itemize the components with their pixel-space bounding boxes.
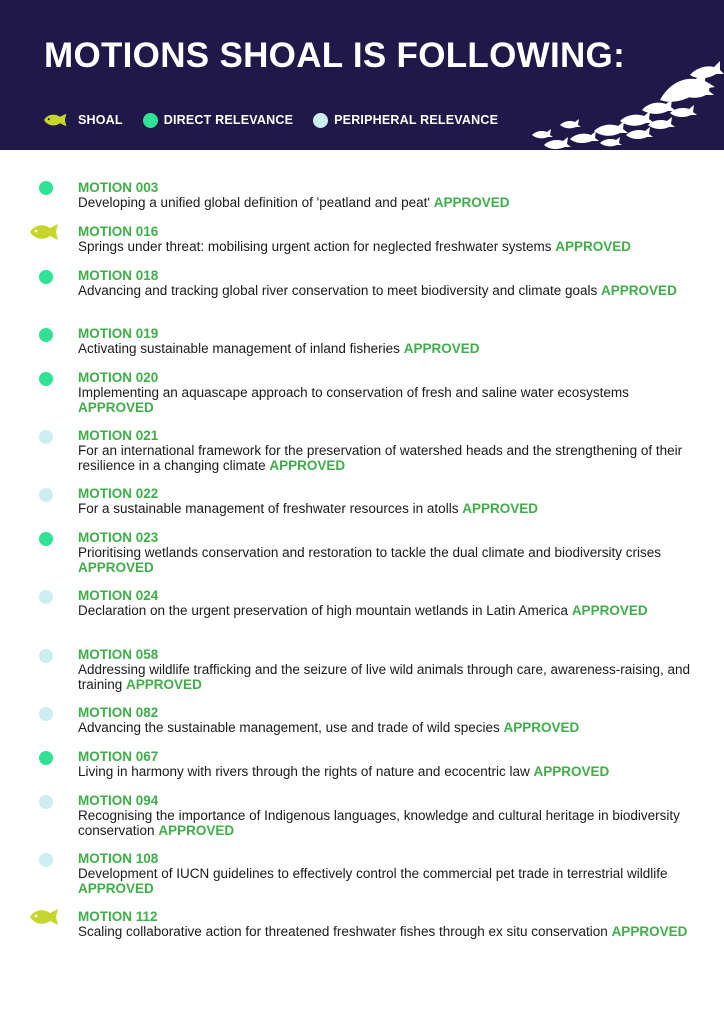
motion-title-text: Implementing an aquascape approach to conservation of fresh and saline water ecosystems: [78, 385, 629, 400]
motion-title: [78, 764, 698, 779]
status-label: APPROVED: [611, 924, 688, 939]
peripheral-relevance-dot-icon: [39, 649, 53, 663]
status-label: APPROVED: [601, 283, 677, 298]
legend-item-peripheral: [313, 113, 498, 128]
direct-relevance-dot-icon: [39, 181, 53, 195]
legend-label-shoal: SHOAL: [78, 113, 123, 127]
direct-relevance-dot-icon: [143, 113, 158, 128]
fish-icon: [42, 112, 70, 128]
status-label: APPROVED: [462, 501, 538, 516]
motion-title: [78, 720, 698, 735]
motion-title: [78, 603, 698, 618]
legend-label-direct: DIRECT RELEVANCE: [163, 113, 294, 127]
motion-title-text: Developing a unified global definition of 'peatland and peat': [78, 195, 430, 210]
motion-number: MOTION 019: [78, 326, 159, 341]
fish-icon: [28, 907, 62, 927]
motion-title: [78, 545, 698, 575]
motion-title: [78, 501, 698, 516]
motion-title: [78, 239, 698, 254]
status-label: APPROVED: [503, 720, 580, 735]
direct-relevance-dot-icon: [39, 270, 53, 284]
peripheral-relevance-dot-icon: [39, 853, 53, 867]
motion-title: [78, 808, 698, 838]
status-label: APPROVED: [433, 195, 510, 210]
status-label: APPROVED: [78, 400, 154, 415]
motion-title-text: Prioritising wetlands conservation and restoration to tackle the dual climate and biodiversity crises: [78, 545, 662, 560]
motion-number: MOTION 021: [78, 428, 159, 443]
motion-number: MOTION 058: [78, 647, 159, 662]
motion-title: [78, 385, 698, 415]
page-title: MOTIONS SHOAL IS FOLLOWING:: [44, 36, 626, 75]
motion-title: [78, 662, 698, 692]
motion-title: [78, 443, 698, 473]
motion-title: [78, 866, 698, 896]
motion-title-text: Advancing the sustainable management, use and trade of wild species: [78, 720, 500, 735]
status-label: APPROVED: [533, 764, 610, 779]
motion-title-text: For an international framework for the preservation of watershed heads and the strengthening of their resilience in a changing climate: [78, 443, 683, 473]
motion-number: MOTION 023: [78, 530, 159, 545]
motion-title-text: For a sustainable management of freshwater resources in atolls: [78, 501, 459, 516]
motion-number: MOTION 018: [78, 268, 159, 283]
motion-title: [78, 924, 698, 939]
page-header: [0, 0, 724, 150]
peripheral-relevance-dot-icon: [39, 590, 53, 604]
motion-title-text: Scaling collaborative action for threatened freshwater fishes through ex situ conservation: [78, 924, 608, 939]
status-label: APPROVED: [158, 823, 235, 838]
motion-number: MOTION 024: [78, 588, 159, 603]
peripheral-relevance-dot-icon: [313, 113, 328, 128]
motion-number: MOTION 108: [78, 851, 159, 866]
status-label: APPROVED: [126, 677, 202, 692]
status-label: APPROVED: [269, 458, 346, 473]
peripheral-relevance-dot-icon: [39, 430, 53, 444]
status-label: APPROVED: [78, 560, 154, 575]
motion-title-text: Activating sustainable management of inland fisheries: [78, 341, 400, 356]
legend-item-direct: [143, 113, 293, 128]
direct-relevance-dot-icon: [39, 372, 53, 386]
motion-number: MOTION 094: [78, 793, 159, 808]
status-label: APPROVED: [571, 603, 648, 618]
motion-title-text: Declaration on the urgent preservation of high mountain wetlands in Latin America: [78, 603, 569, 618]
motion-title-text: Living in harmony with rivers through the rights of nature and ecocentric law: [78, 764, 530, 779]
motion-title-text: Advancing and tracking global river conservation to meet biodiversity and climate goals: [78, 283, 598, 298]
motion-title: [78, 341, 698, 356]
motion-number: MOTION 022: [78, 486, 159, 501]
peripheral-relevance-dot-icon: [39, 707, 53, 721]
peripheral-relevance-dot-icon: [39, 488, 53, 502]
motion-title: [78, 195, 698, 210]
motion-number: MOTION 020: [78, 370, 159, 385]
status-label: APPROVED: [555, 239, 632, 254]
status-label: APPROVED: [403, 341, 480, 356]
motion-title-text: Recognising the importance of Indigenous languages, knowledge and cultural heritage in biodiversity conservation: [78, 808, 680, 838]
motion-title-text: Addressing wildlife trafficking and the seizure of live wild animals through care, awareness-raising, and training: [78, 662, 691, 692]
legend-label-peripheral: PERIPHERAL RELEVANCE: [334, 113, 499, 127]
peripheral-relevance-dot-icon: [39, 795, 53, 809]
motion-number: MOTION 067: [78, 749, 159, 764]
status-label: APPROVED: [78, 881, 154, 896]
direct-relevance-dot-icon: [39, 532, 53, 546]
motion-title-text: Development of IUCN guidelines to effectively control the commercial pet trade in terrestrial wildlife: [78, 866, 668, 881]
motion-number: MOTION 112: [78, 909, 158, 924]
motion-number: MOTION 016: [78, 224, 159, 239]
fish-school-icon: [520, 55, 724, 150]
motion-number: MOTION 082: [78, 705, 159, 720]
fish-icon: [28, 222, 62, 242]
motion-title-text: Springs under threat: mobilising urgent action for neglected freshwater systems: [78, 239, 552, 254]
motion-number: MOTION 003: [78, 180, 159, 195]
direct-relevance-dot-icon: [39, 328, 53, 342]
legend: [42, 109, 518, 131]
legend-item-shoal: [42, 112, 123, 128]
motion-title: [78, 283, 698, 298]
direct-relevance-dot-icon: [39, 751, 53, 765]
